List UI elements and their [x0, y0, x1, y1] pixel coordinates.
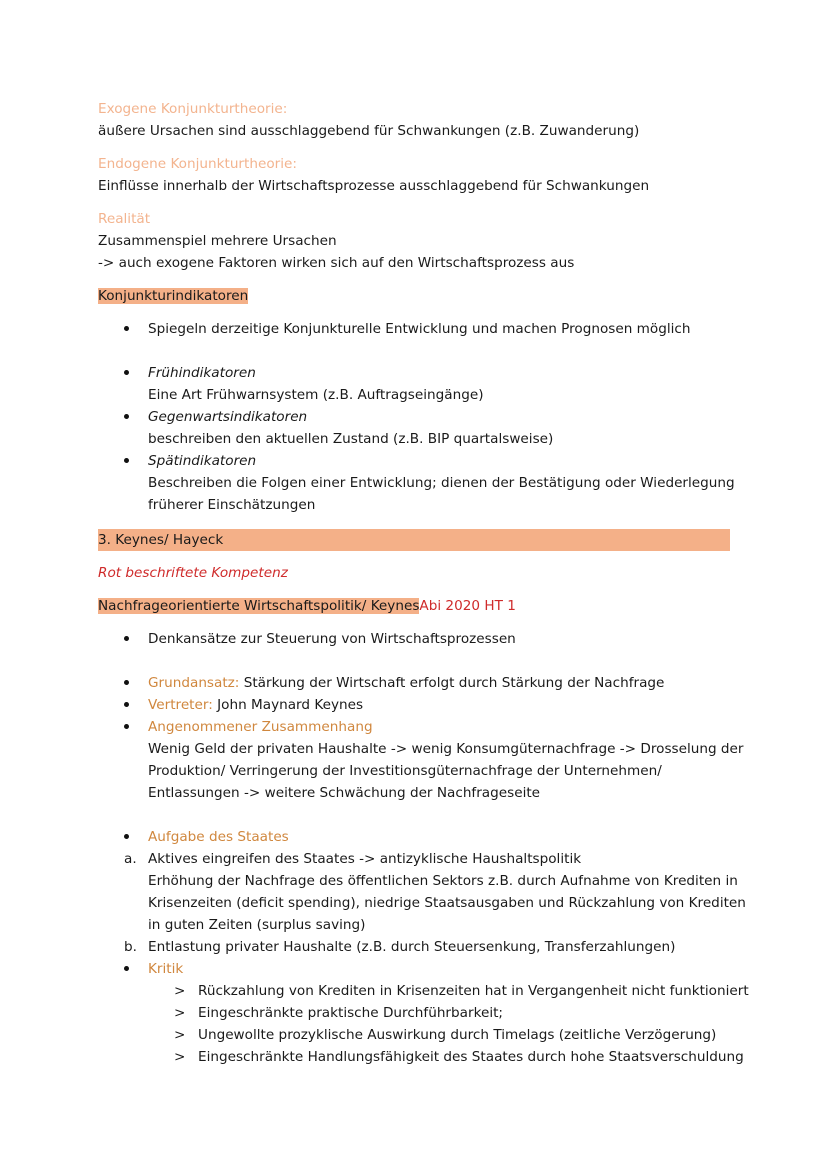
list-item: [98, 406, 738, 428]
indikatoren-title: Konjunkturindikatoren: [98, 288, 249, 304]
bullet-icon: [124, 694, 129, 716]
list-item: [98, 628, 738, 650]
gegenwartsindikatoren-text: beschreiben den aktuellen Zustand (z.B. BIP quartalsweise): [148, 431, 554, 447]
kritik-item: Ungewollte prozyklische Auswirkung durch Timelags (zeitliche Verzögerung): [198, 1027, 717, 1043]
aufgabe-a-text-3: Krisenzeiten (deficit spending), niedrige Staatsausgaben und Rückzahlung von Krediten: [148, 895, 746, 911]
bullet-icon: [124, 958, 129, 980]
list-item: [98, 826, 738, 848]
bullet-icon: [124, 672, 129, 694]
kritik-item: Eingeschränkte praktische Durchführbarkeit;: [198, 1005, 504, 1021]
bullet-icon: [124, 406, 129, 428]
list-item: [98, 980, 749, 1002]
grundansatz-text: Stärkung der Wirtschaft erfolgt durch Stärkung der Nachfrage: [239, 675, 665, 691]
list-item: [98, 936, 738, 958]
list-item: [98, 362, 738, 384]
kritik-label: Kritik: [148, 961, 184, 977]
list-marker-a: a.: [124, 851, 137, 867]
gegenwartsindikatoren-title: Gegenwartsindikatoren: [148, 409, 308, 425]
spaetindikatoren-title: Spätindikatoren: [148, 453, 257, 469]
zusammenhang-text-2: Produktion/ Verringerung der Investitionsgüternachfrage der Unternehmen/: [148, 763, 662, 779]
aufgabe-a-text-4: in guten Zeiten (surplus saving): [148, 917, 366, 933]
arrow-marker: >: [174, 1049, 186, 1065]
fruehindikatoren-title: Frühindikatoren: [148, 365, 256, 381]
list-marker-b: b.: [124, 939, 137, 955]
realitaet-text-2: -> auch exogene Faktoren wirken sich auf den Wirtschaftsprozess aus: [98, 255, 575, 271]
aufgabe-a-text-1: Aktives eingreifen des Staates -> antizyklische Haushaltspolitik: [148, 851, 582, 867]
exogen-title: Exogene Konjunkturtheorie:: [98, 101, 288, 117]
vertreter-text: John Maynard Keynes: [212, 697, 364, 713]
zusammenhang-text-1: Wenig Geld der privaten Haushalte -> wenig Konsumgüternachfrage -> Drosselung der: [148, 741, 744, 757]
fruehindikatoren-text: Eine Art Frühwarnsystem (z.B. Auftragseingänge): [148, 387, 484, 403]
vertreter-label: Vertreter:: [148, 697, 213, 713]
exogen-text: äußere Ursachen sind ausschlaggebend für Schwankungen (z.B. Zuwanderung): [98, 123, 640, 139]
realitaet-title: Realität: [98, 211, 151, 227]
abi-reference: Abi 2020 HT 1: [419, 598, 516, 614]
list-item: [98, 958, 738, 980]
bullet-icon: [124, 628, 129, 650]
bullet-icon: [124, 450, 129, 472]
bullet-icon: [124, 826, 129, 848]
spaetindikatoren-text-1: Beschreiben die Folgen einer Entwicklung; dienen der Bestätigung oder Wiederlegung: [148, 475, 735, 491]
bullet-icon: [124, 318, 129, 340]
bullet-icon: [124, 716, 129, 738]
kritik-item: Eingeschränkte Handlungsfähigkeit des Staates durch hohe Staatsverschuldung: [198, 1049, 744, 1065]
list-item: [98, 318, 738, 340]
list-item: [98, 694, 738, 716]
aufgabe-a-text-2: Erhöhung der Nachfrage des öffentlichen Sektors z.B. durch Aufnahme von Krediten in: [148, 873, 738, 889]
kritik-item: Rückzahlung von Krediten in Krisenzeiten hat in Vergangenheit nicht funktioniert: [198, 983, 749, 999]
spaetindikatoren-text-2: früherer Einschätzungen: [148, 497, 316, 513]
zusammenhang-text-3: Entlassungen -> weitere Schwächung der Nachfrageseite: [148, 785, 541, 801]
kompetenz-note: Rot beschriftete Kompetenz: [98, 565, 288, 581]
endogen-title: Endogene Konjunkturtheorie:: [98, 156, 297, 172]
arrow-marker: >: [174, 983, 186, 999]
bullet-icon: [124, 362, 129, 384]
aufgabe-label: Aufgabe des Staates: [148, 829, 289, 845]
arrow-marker: >: [174, 1005, 186, 1021]
zusammenhang-label: Angenommener Zusammenhang: [148, 719, 373, 735]
realitaet-text-1: Zusammenspiel mehrere Ursachen: [98, 233, 337, 249]
aufgabe-b-text: Entlastung privater Haushalte (z.B. durch Steuersenkung, Transferzahlungen): [148, 939, 676, 955]
list-item: [98, 716, 738, 738]
list-item: [98, 1024, 738, 1046]
grundansatz-label: Grundansatz:: [148, 675, 240, 691]
endogen-text: Einflüsse innerhalb der Wirtschaftsprozesse ausschlaggebend für Schwankungen: [98, 178, 650, 194]
list-item: [98, 1046, 744, 1068]
indikatoren-intro: Spiegeln derzeitige Konjunkturelle Entwicklung und machen Prognosen möglich: [148, 321, 691, 337]
denkansaetze-text: Denkansätze zur Steuerung von Wirtschaftsprozessen: [148, 631, 516, 647]
list-item: [98, 450, 738, 472]
section-heading-keynes-hayeck: 3. Keynes/ Hayeck: [98, 529, 730, 551]
document-page: [98, 98, 749, 1068]
list-item: [98, 1002, 738, 1024]
list-item: [98, 672, 738, 694]
list-item: [98, 848, 738, 870]
keynes-title: Nachfrageorientierte Wirtschaftspolitik/ Keynes: [98, 598, 420, 614]
arrow-marker: >: [174, 1027, 186, 1043]
